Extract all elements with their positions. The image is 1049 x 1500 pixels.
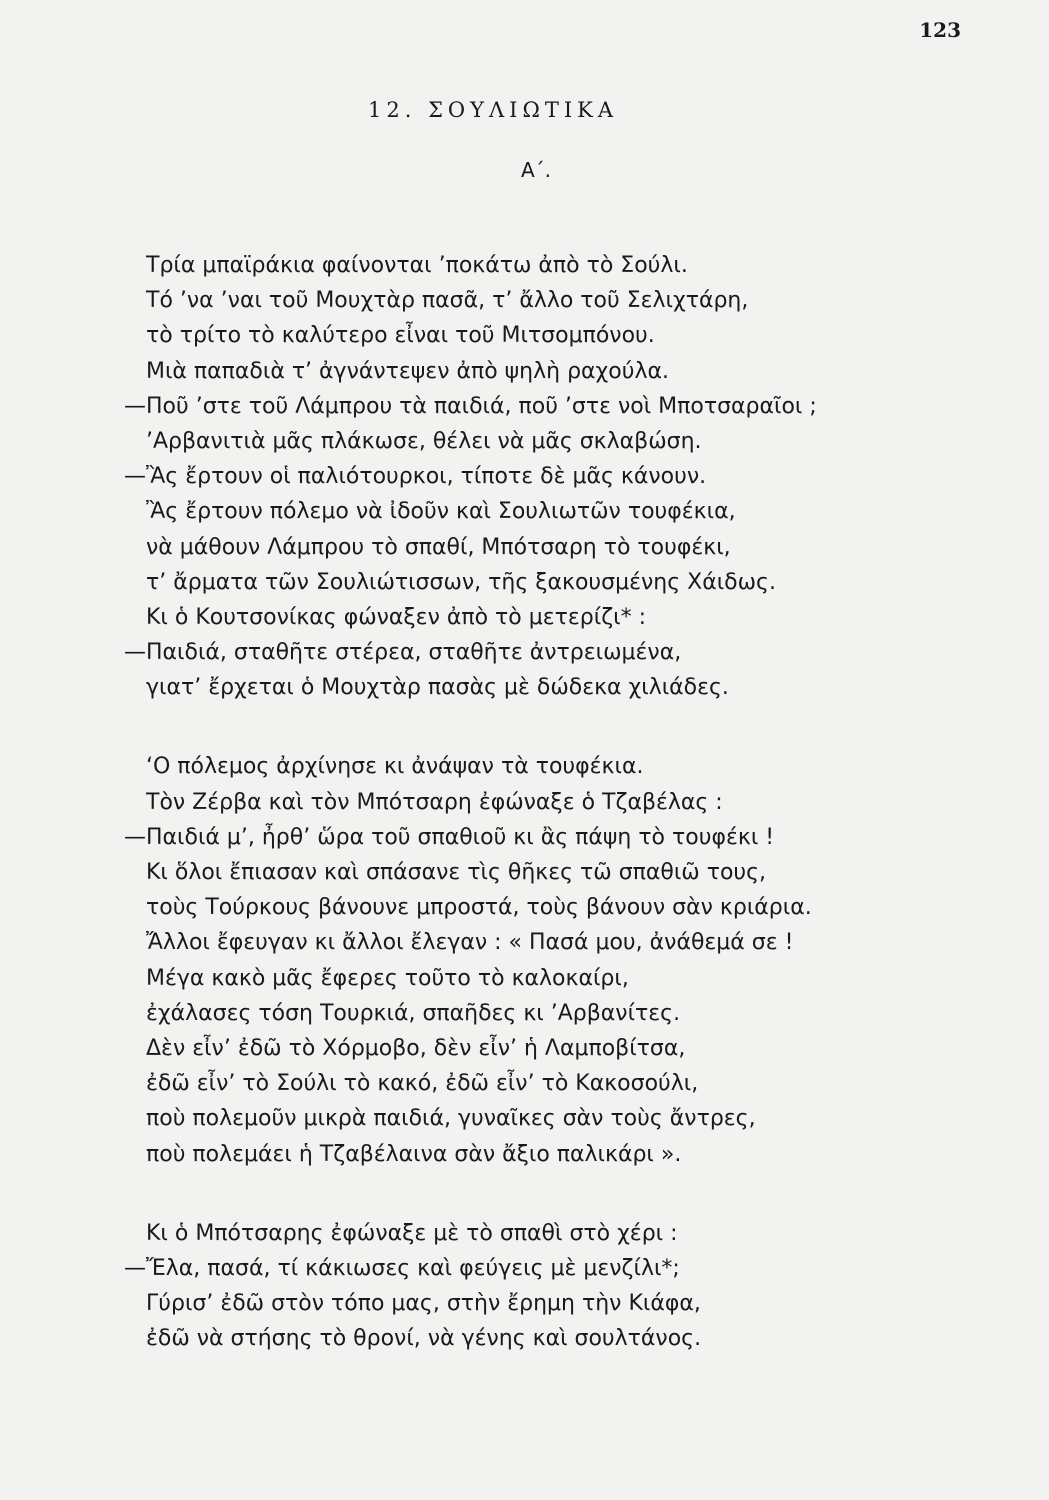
section-title: 12. ΣΟΥΛΙΩΤΙΚΑ [368, 98, 619, 122]
poem-line: τὸ τρίτο τὸ καλύτερο εἶναι τοῦ Μιτσομπόνου. [146, 323, 655, 349]
poem-line: ἐδῶ νὰ στήσης τὸ θρονί, νὰ γένης καὶ σουλτάνος. [146, 1326, 702, 1352]
poem-line: ‘Ο πόλεμος ἀρχίνησε κι ἀνάψαν τὰ τουφέκια. [146, 754, 644, 780]
section-subtitle: Α΄. [521, 158, 552, 182]
poem-line: Τό ’να ’ναι τοῦ Μουχτὰρ πασᾶ, τ’ ἄλλο τοῦ Σελιχτάρη, [146, 288, 749, 314]
poem-line: —Ποῦ ’στε τοῦ Λάμπρου τὰ παιδιά, ποῦ ’στε νοὶ Μποτσαραῖοι ; [124, 393, 817, 419]
poem-line: Τὸν Ζέρβα καὶ τὸν Μπότσαρη ἐφώναξε ὁ Τζαβέλας : [146, 789, 723, 815]
poem-line: Ἄλλοι ἔφευγαν κι ἄλλοι ἔλεγαν : « Πασά μου, ἀνάθεμά σε ! [146, 930, 794, 956]
poem-line: ποὺ πολεμάει ἡ Τζαβέλαινα σὰν ἄξιο παλικάρι ». [146, 1141, 682, 1167]
poem-line: —Παιδιά μ’, ἦρθ’ ὥρα τοῦ σπαθιοῦ κι ἂς πάψη τὸ τουφέκι ! [124, 824, 775, 850]
poem-line: Κι ὅλοι ἔπιασαν καὶ σπάσανε τὶς θῆκες τῶ σπαθιῶ τους, [146, 860, 767, 885]
poem-line: ἐδῶ εἶν’ τὸ Σούλι τὸ κακό, ἐδῶ εἶν’ τὸ Κακοσούλι, [146, 1071, 699, 1097]
poem-line: γιατ’ ἔρχεται ὁ Μουχτὰρ πασὰς μὲ δώδεκα χιλιάδες. [146, 675, 729, 701]
poem-line: τ’ ἄρματα τῶν Σουλιώτισσων, τῆς ξακουσμένης Χάιδως. [146, 569, 776, 595]
poem-line: νὰ μάθουν Λάμπρου τὸ σπαθί, Μπότσαρη τὸ τουφέκι, [146, 534, 731, 560]
poem-line: τοὺς Τούρκους βάνουνε μπροστά, τοὺς βάνουν σὰν κριάρια. [146, 895, 812, 921]
poem-line: ’Αρβανιτιὰ μᾶς πλάκωσε, θέλει νὰ μᾶς σκλαβώση. [146, 428, 702, 454]
poem-line: Ἂς ἔρτουν πόλεμο νὰ ἰδοῦν καὶ Σουλιωτῶν τουφέκια, [146, 499, 736, 525]
poem-body [124, 248, 1044, 1356]
poem-line: —Παιδιά, σταθῆτε στέρεα, σταθῆτε ἀντρειωμένα, [124, 640, 682, 666]
stanza-3 [124, 1216, 1044, 1357]
poem-line: Γύρισ’ ἐδῶ στὸν τόπο μας, στὴν ἔρημη τὴν Κιάφα, [146, 1291, 701, 1317]
stanza-1 [124, 248, 1044, 705]
poem-line: Μέγα κακὸ μᾶς ἔφερες τοῦτο τὸ καλοκαίρι, [146, 965, 629, 991]
poem-line: —Ἔλα, πασά, τί κάκιωσες καὶ φεύγεις μὲ μενζίλι*; [124, 1255, 680, 1281]
poem-line: Κι ὁ Μπότσαρης ἐφώναξε μὲ τὸ σπαθὶ στὸ χέρι : [146, 1220, 678, 1246]
poem-line: Κι ὁ Κουτσονίκας φώναξεν ἀπὸ τὸ μετερίζι* : [146, 604, 647, 630]
poem-line: —Ἂς ἔρτουν οἱ παλιότουρκοι, τίποτε δὲ μᾶς κάνουν. [124, 464, 707, 490]
poem-line: ποὺ πολεμοῦν μικρὰ παιδιά, γυναῖκες σὰν τοὺς ἄντρες, [146, 1106, 756, 1132]
poem-line: ἐχάλασες τόση Τουρκιά, σπαῆδες κι ’Αρβανίτες. [146, 1000, 681, 1026]
poem-line: Δὲν εἶν’ ἐδῶ τὸ Χόρμοβο, δὲν εἶν’ ἡ Λαμποβίτσα, [146, 1035, 686, 1061]
page-number: 123 [919, 18, 961, 42]
poem-line: Μιὰ παπαδιὰ τ’ ἀγνάντεψεν ἀπὸ ψηλὴ ραχούλα. [146, 358, 669, 384]
stanza-2 [124, 749, 1044, 1171]
poem-line: Τρία μπαϊράκια φαίνονται ’ποκάτω ἀπὸ τὸ Σούλι. [146, 253, 688, 278]
